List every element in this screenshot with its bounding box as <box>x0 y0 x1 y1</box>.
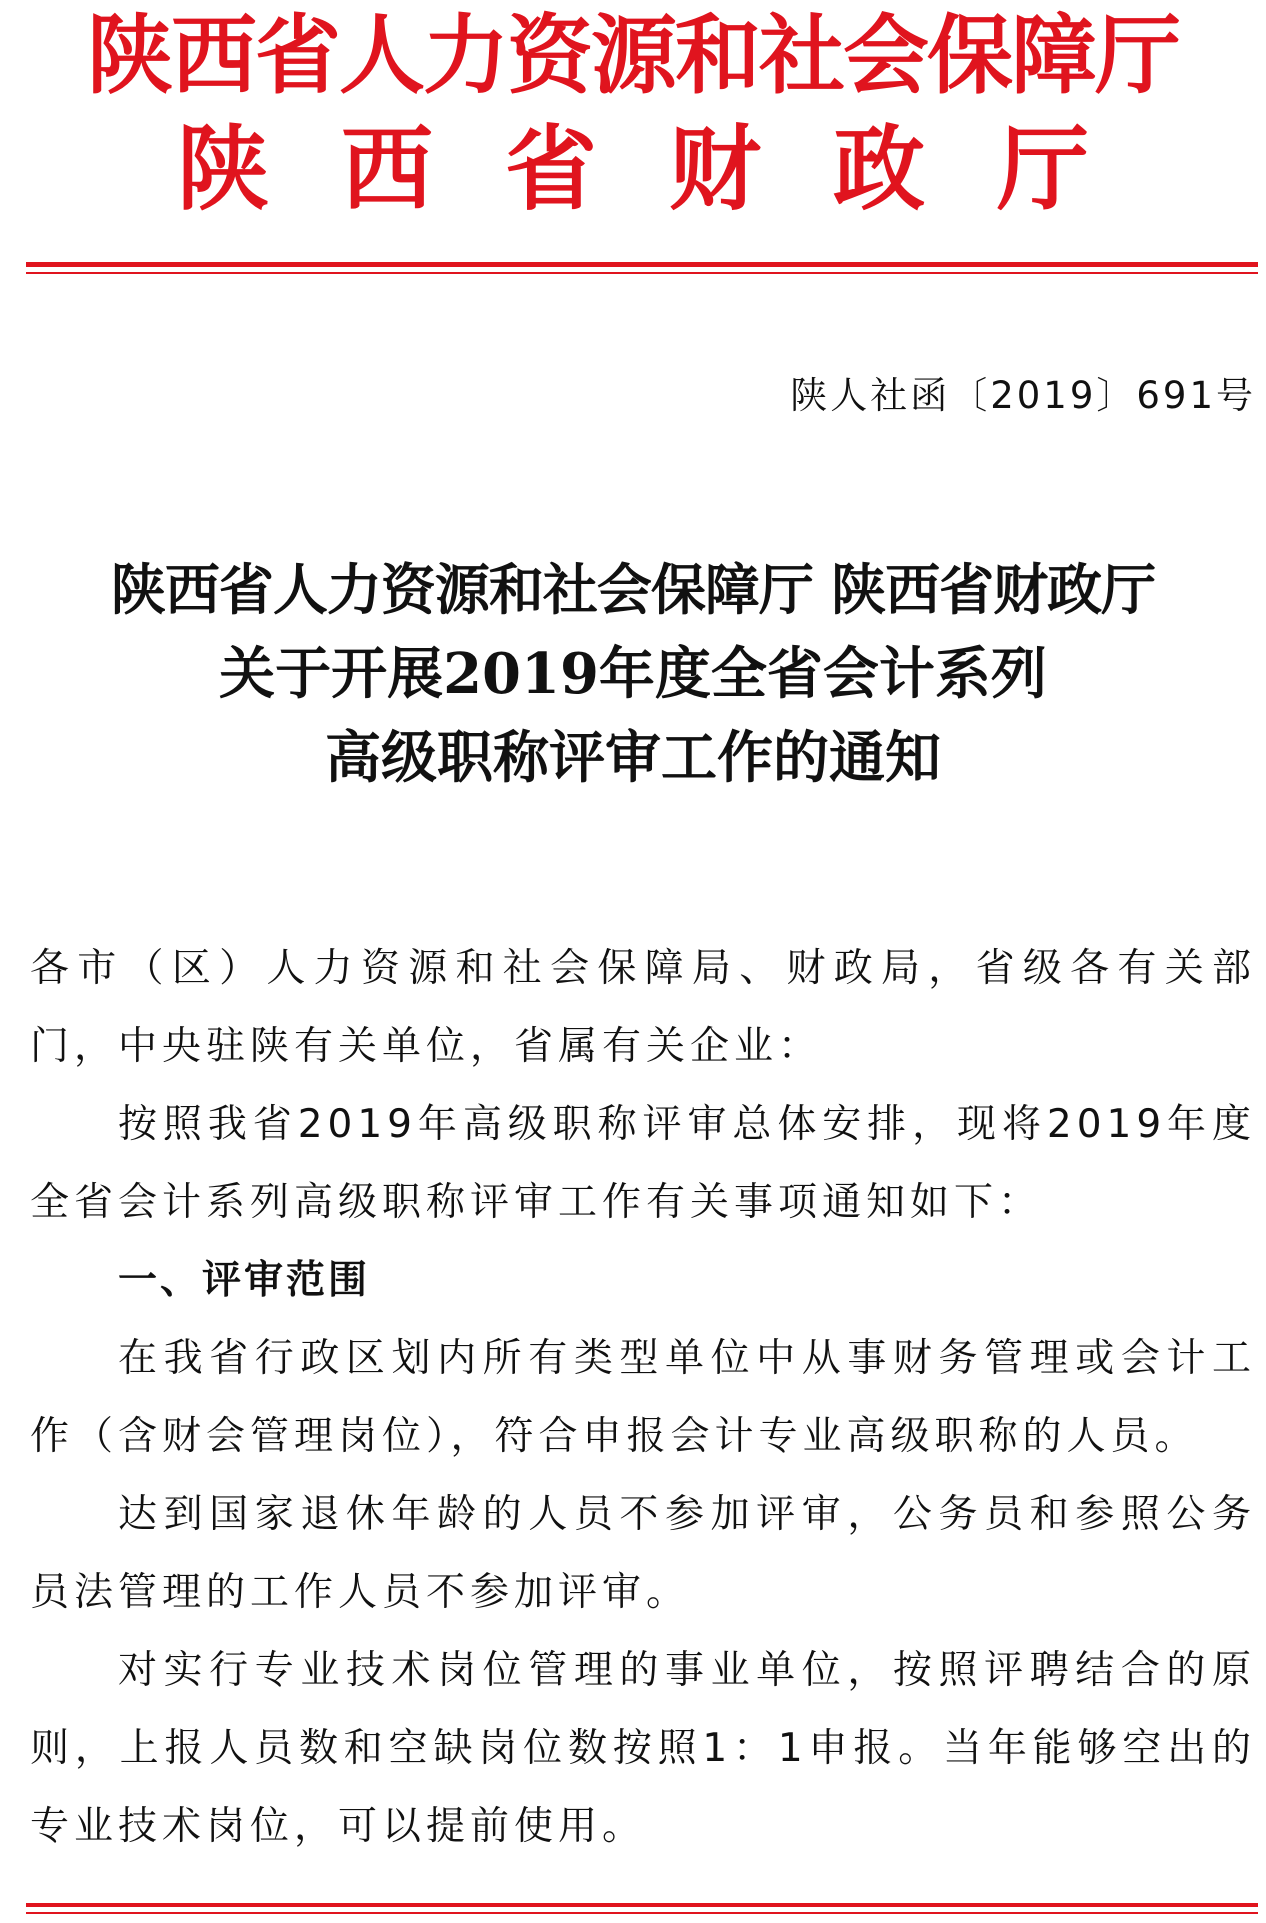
document-number: 陕人社函〔2019〕691号 <box>790 374 1256 417</box>
title-line-2: 关于开展2019年度全省会计系列 <box>219 641 1047 707</box>
section-heading-scope: 一、评审范围 <box>118 1258 371 1303</box>
document-body <box>30 930 1256 1866</box>
intro-paragraph: 按照我省2019年高级职称评审总体安排，现将2019年度全省会计系列高级职称评审工作有关事项通知如下： <box>30 1102 1256 1225</box>
header-divider-thin <box>26 272 1258 274</box>
addressees: 各市（区）人力资源和社会保障局、财政局，省级各有关部门，中央驻陕有关单位，省属有关企业： <box>30 946 1256 1069</box>
title-line-3: 高级职称评审工作的通知 <box>325 725 941 791</box>
document-title <box>0 548 1266 800</box>
scope-paragraph-3: 对实行专业技术岗位管理的事业单位，按照评聘结合的原则，上报人员数和空缺岗位数按照1：1申报。当年能够空出的专业技术岗位，可以提前使用。 <box>30 1648 1256 1849</box>
scope-paragraph-2: 达到国家退休年龄的人员不参加评审，公务员和参照公务员法管理的工作人员不参加评审。 <box>30 1492 1256 1615</box>
title-line-1: 陕西省人力资源和社会保障厅 陕西省财政厅 <box>110 557 1156 622</box>
issuer-line-finance: 陕西省财政厅 <box>176 116 1161 223</box>
footer-divider-thick <box>26 1903 1258 1907</box>
scope-paragraph-1: 在我省行政区划内所有类型单位中从事财务管理或会计工作（含财会管理岗位），符合申报会计专业高级职称的人员。 <box>30 1336 1256 1459</box>
issuer-line-hrss: 陕西省人力资源和社会保障厅 <box>87 6 1179 106</box>
footer-divider-thin <box>26 1912 1258 1914</box>
header-divider-thick <box>26 262 1258 267</box>
